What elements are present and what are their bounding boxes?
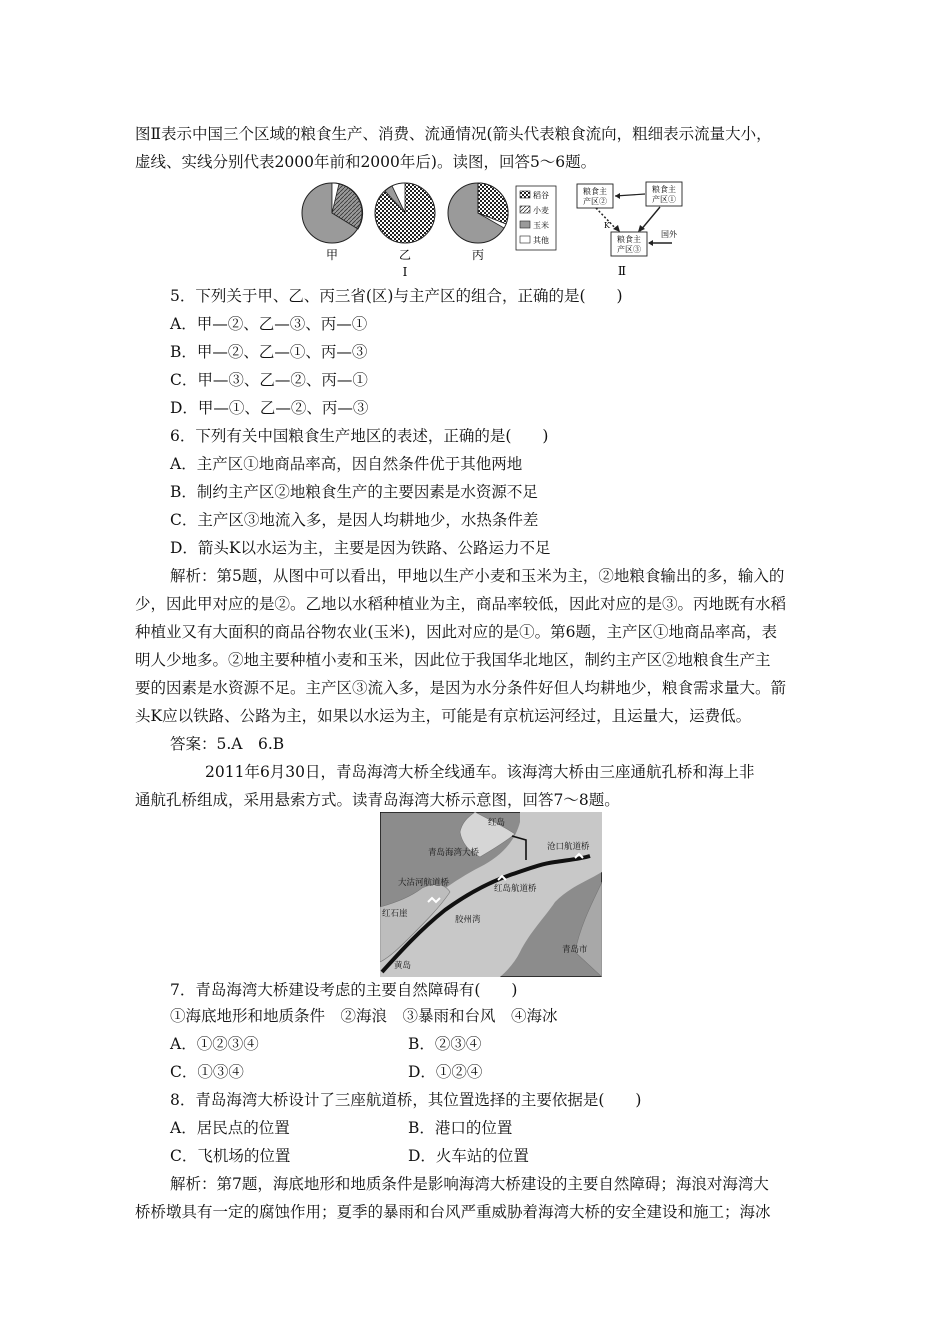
analysis1-line-6: 头K应以铁路、公路为主，如果以水运为主，可能是有京杭运河经过，且运量大，运费低。 (135, 707, 752, 725)
foreign-label: 国外 (661, 230, 677, 239)
pie-legend (516, 186, 556, 250)
q7-option-c: C．①③④ (170, 1063, 244, 1081)
q5-option-b: B．甲—②、乙—①、丙—③ (170, 343, 368, 361)
q8-option-d: D．火车站的位置 (408, 1147, 529, 1165)
label-hongdao-channel-bridge: 红岛航道桥 (494, 884, 537, 894)
label-bay-bridge: 青岛海湾大桥 (428, 848, 480, 858)
region1-line1: 粮食主 (652, 185, 676, 194)
intro2-line-2: 通航孔桥组成，采用悬索方式。读青岛海湾大桥示意图，回答7～8题。 (135, 791, 620, 809)
label-hongshiya: 红石崖 (382, 909, 408, 919)
analysis2-line-2: 桥桥墩具有一定的腐蚀作用；夏季的暴雨和台风严重威胁着海湾大桥的安全建设和施工；海冰 (135, 1203, 771, 1221)
intro-line-1: 图Ⅱ表示中国三个区域的粮食生产、消费、流通情况(箭头代表粮食流向，粗细表示流量大小， (135, 125, 772, 143)
region2-line1: 粮食主 (583, 187, 607, 196)
q8-option-c: C．飞机场的位置 (170, 1147, 291, 1165)
intro2-line-1: 2011年6月30日，青岛海湾大桥全线通车。该海湾大桥由三座通航孔桥和海上非 (205, 763, 755, 781)
q7-items: ①海底地形和地质条件 ②海浪 ③暴雨和台风 ④海冰 (170, 1007, 558, 1025)
flow-diagram (577, 182, 682, 278)
region2-line2: 产区② (583, 197, 607, 206)
analysis1-line-4: 明人少地多。②地主要种植小麦和玉米，因此位于我国华北地区，制约主产区②地粮食生产主 (135, 651, 771, 669)
analysis1-line-2: 少，因此甲对应的是②。乙地以水稻种植业为主，商品率较低，因此对应的是③。丙地既有水稻 (135, 595, 787, 613)
pie-bing (448, 183, 508, 243)
q5-option-d: D．甲—①、乙—②、丙—③ (170, 399, 369, 417)
label-dagu-channel-bridge: 大沽河航道桥 (398, 878, 450, 888)
q8-option-b: B．港口的位置 (408, 1119, 513, 1137)
figure-label-I: Ⅰ (402, 265, 408, 279)
q6-option-d: D．箭头K以水运为主，主要是因为铁路、公路运力不足 (170, 539, 551, 557)
region3-line1: 粮食主 (617, 235, 641, 244)
q6-option-b: B．制约主产区②地粮食生产的主要因素是水资源不足 (170, 483, 538, 501)
legend-rice: 稻谷 (533, 191, 549, 200)
pie-yi (375, 183, 435, 243)
label-jiaozhou-bay: 胶州湾 (455, 915, 481, 925)
legend-corn: 玉米 (533, 221, 549, 230)
k-label: K (604, 221, 610, 230)
label-huangdao: 黄岛 (394, 961, 412, 971)
q7-stem: 7．青岛海湾大桥建设考虑的主要自然障碍有( ) (170, 981, 518, 999)
legend-other: 其他 (533, 236, 549, 245)
analysis2-line-1: 解析：第7题，海底地形和地质条件是影响海湾大桥建设的主要自然障碍；海浪对海湾大 (170, 1175, 769, 1193)
q6-option-a: A．主产区①地商品率高，因自然条件优于其他两地 (170, 455, 523, 473)
pie-label-jia: 甲 (325, 248, 339, 262)
q8-option-a: A．居民点的位置 (170, 1119, 290, 1137)
label-qingdao-city: 青岛市 (562, 945, 588, 955)
q7-option-b: B．②③④ (408, 1035, 482, 1053)
analysis1-line-5: 要的因素是水资源不足。主产区③流入多，是因为水分条件好但人均耕地少，粮食需求量大。箭 (135, 679, 787, 697)
pie-label-bing: 丙 (471, 248, 485, 262)
q7-option-d: D．①②④ (408, 1063, 483, 1081)
pie-jia (302, 183, 363, 243)
q5-option-a: A．甲—②、乙—③、丙—① (170, 315, 368, 333)
figure-label-II: Ⅱ (617, 264, 627, 278)
answer-5-6: 答案：5.A 6.B (170, 735, 285, 753)
grain-figure (300, 180, 720, 280)
qingdao-bridge-map (380, 812, 602, 977)
label-hongdao: 红岛 (488, 818, 506, 828)
intro-line-2: 虚线、实线分别代表2000年前和2000年后)。读图，回答5～6题。 (135, 153, 597, 171)
region3-line2: 产区③ (617, 245, 641, 254)
pie-label-yi: 乙 (398, 248, 412, 262)
region1-line2: 产区① (652, 195, 676, 204)
q8-stem: 8．青岛海湾大桥设计了三座航道桥，其位置选择的主要依据是( ) (170, 1091, 642, 1109)
q5-option-c: C．甲—③、乙—②、丙—① (170, 371, 368, 389)
q6-option-c: C．主产区③地流入多，是因人均耕地少，水热条件差 (170, 511, 539, 529)
q6-stem: 6．下列有关中国粮食生产地区的表述，正确的是( ) (170, 427, 549, 445)
legend-wheat: 小麦 (533, 206, 549, 215)
q7-option-a: A．①②③④ (170, 1035, 259, 1053)
label-cangkou-channel-bridge: 沧口航道桥 (547, 842, 590, 852)
analysis1-line-1: 解析：第5题，从图中可以看出，甲地以生产小麦和玉米为主，②地粮食输出的多，输入的 (170, 567, 785, 585)
q5-stem: 5．下列关于甲、乙、丙三省(区)与主产区的组合，正确的是( ) (170, 287, 623, 305)
analysis1-line-3: 种植业又有大面积的商品谷物农业(玉米)，因此对应的是①。第6题，主产区①地商品率高，表 (135, 623, 777, 641)
